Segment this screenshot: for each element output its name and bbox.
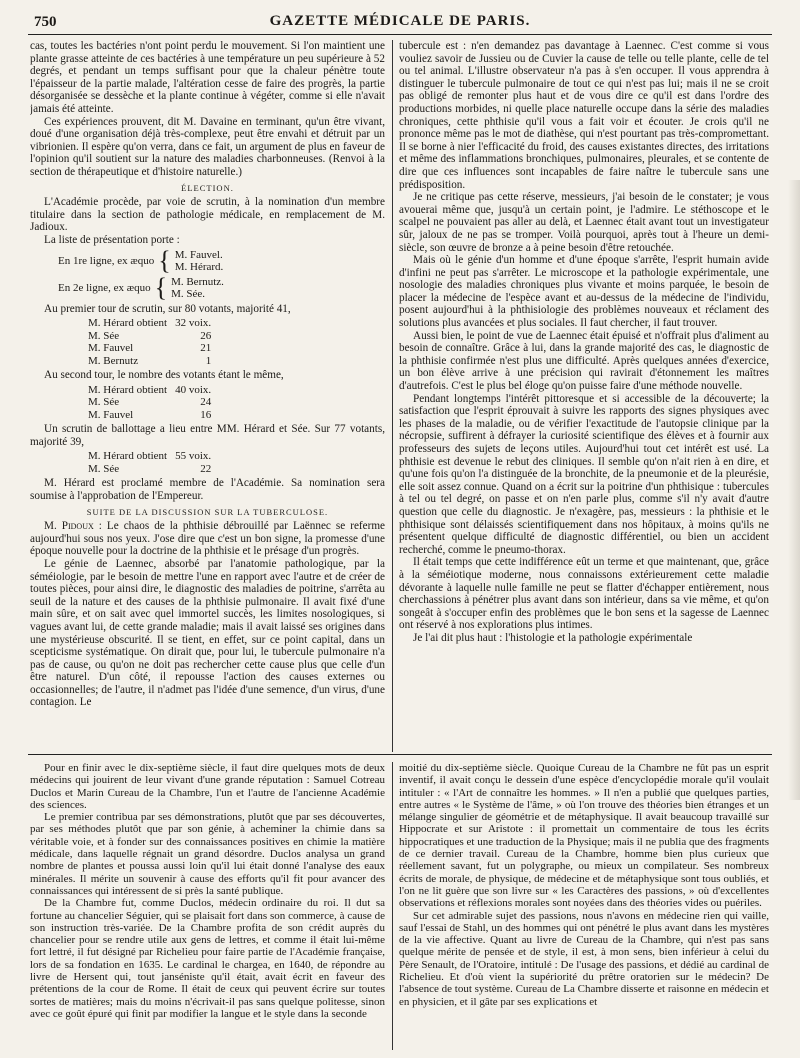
paragraph: Sur cet admirable sujet des passions, nous n'avons en médecine rien qui vaille, sauf l'essai de Stahl, un des hommes qui ont pénétré le plus avant dans les mystères de la vie affective. Quant au livre de Cureau de la Chambre, qui n'est pas sans quelque mérite de pensée et de style, il est, à mon sens, bien inférieur à celui du Père Senault, de l'Oratoire, intitulé : De l'usage des passions, et dédié au cardinal de Richelieu. Et d'où vient la supériorité du prêtre oratorien sur le médecin? De l'absence de tout système. Cureau de La Chambre disserte et raisonne en médecin et en physicien, et il gâte par ses explications et	[399, 909, 769, 1008]
vote-name: M. Fauvel	[88, 408, 134, 421]
vote-count: 24	[200, 396, 212, 409]
candidate-group-first-line	[58, 246, 385, 275]
paragraph: Le génie de Laennec, absorbé par l'anatomie pathologique, par la séméiologie, par le besoin de mettre l'une en rapport avec l'autre et de créer de toutes pièces, pour ainsi dire, le diagnostic des maladies de poitrine, s'arrêta au seuil de la nature et des causes de la phthisie pulmonaire. Il avait fixé d'une main sûre, et on sait avec quel immortel succès, les limites nosologiques, si vagues avant lui, de cette grande maladie; mais il avait laissé ses origines dans une mystérieuse obscurité. Il se tient, en effet, sur ce point capital, dans un scepticisme systématique. On dirait que, pour lui, le tubercule pulmonaire n'a pas de cause, ou qu'on ne doit pas rechercher cette cause plus que celle d'un être naturel. D'un côté, il repousse l'action des causes externes ou occasionnelles; de l'autre, il n'admet pas l'idée d'une semence, d'un virus, d'une contagion. Le	[30, 557, 385, 709]
header-rule	[28, 34, 772, 35]
brace: {	[158, 246, 171, 275]
paragraph: Mais où le génie d'un homme et d'une époque s'arrête, l'esprit humain avide d'infini ne peut pas s'arrêter. Le microscope et la pathologie expérimentale, une nosologie des maladies chroniques plus vivante et moins parquée, le besoin de placer la médecine de l'espèce avant et au-dessus de la médecine de l'individu, posent aujourd'hui à la phthisiologie des problèmes nouveaux et réclament des solutions plus avancées et plus sociales. Il faut chercher, il faut trouver.	[399, 254, 769, 330]
column-divider-top	[392, 40, 393, 752]
vote-name: M. Fauvel	[88, 342, 134, 355]
vote-count: 21	[200, 342, 212, 355]
paragraph: De la Chambre fut, comme Duclos, médecin ordinaire du roi. Il dut sa fortune au chancelier Séguier, qui se plaisait fort dans son commerce, à cause de son instruction très-variée. De la Chambre profita de son crédit auprès du chancelier pour se rendre utile aux gens de lettres, et comme il était lui-même fort lettré, il fut désigné par Richelieu pour faire partie de l'Académie française, lors de sa fondation en 1635. Le cardinal le chargea, en 1640, de répondre au livre de Hersent qui, tout janséniste qu'il était, avait écrit en faveur des prétentions de la cour de Rome. Il était de ceux qui peuvent écrire sur toutes sortes de matières; mais du moins n'écrivait-il pas sans quelque politesse, sinon avec ce goût épuré qui finit par modifier la langue et le style dans la seconde	[30, 897, 385, 1020]
page-header	[28, 10, 772, 32]
vote-table-first-round	[84, 317, 215, 367]
paragraph: Au premier tour de scrutin, sur 80 votants, majorité 41,	[44, 302, 291, 315]
candidate-group-second-line	[58, 273, 385, 302]
vote-count: 40 voix.	[175, 383, 212, 396]
paragraph: Pour en finir avec le dix-septième siècle, il faut dire quelques mots de deux médecins qui jouirent de leur vivant d'une grande réputation : Samuel Cotreau Duclos et Marin Cureau de la Chambre, l'un et l'autre de l'ancienne Académie des sciences.	[30, 762, 385, 811]
speech-text: Le chaos de la phthisie débrouillé par Laënnec se referme aujourd'hui sous nos yeux. J'ose dire que c'est un bon signe, la promesse d'une époque nouvelle pour la doctrine de la phthisie et le présage d'un progrès.	[30, 520, 385, 558]
vote-row	[84, 317, 215, 330]
vote-table-second-round	[84, 384, 215, 422]
paragraph: Pendant longtemps l'intérêt pittoresque et si accessible de la découverte; la satisfaction que l'esprit éprouvait à suivre les rapports des signes physiques avec les phases de la maladie, ou de vérifier l'exactitude de l'autopsie clinique par la nécropsie, suffirent à défrayer la curiosité scientifique des élèves et à fournir aux professeurs des sujets de leçons utiles. Aujourd'hui tout cet intérêt est usé. La phthisie est devenue le rebut des cliniques. Il semble qu'on n'ait rien à en dire, et qu'une fois qu'on l'a distinguée de la bronchite, de la pneumonie et de la pleurésie, elle soit assez connue. Quand on a écrit sur la poitrine d'un phthisique : tubercules à tel ou tel degré, on passe et on n'en parle plus, comme s'il n'y avait d'autre question que celle du diagnostic. Je n'exagère, pas, messieurs : la phthisie et le phthisique sont délaissés scientifiquement dans nos hôpitaux, à moins qu'ils ne présentent quelque difficulté de diagnostic différentiel, ou bien un accident recherché, comme le pneumo-thorax.	[399, 392, 769, 556]
vote-count: 26	[200, 329, 212, 342]
column-divider-bottom	[392, 762, 393, 1050]
vote-row	[84, 396, 215, 409]
candidate-line-label: En 1re ligne, ex æquo	[58, 254, 155, 267]
candidate-name: M. Hérard.	[174, 261, 224, 273]
speaker-name: M. Pidoux :	[44, 520, 102, 533]
page-number: 750	[34, 14, 57, 30]
column-top-left	[30, 40, 385, 750]
candidate-name: M. Bernutz.	[171, 275, 224, 288]
candidate-line-label: En 2e ligne, ex æquo	[58, 281, 151, 294]
vote-count: 22	[200, 462, 212, 475]
paragraph: M. Hérard est proclamé membre de l'Académie. Sa nomination sera soumise à l'approbation de l'Empereur.	[30, 477, 385, 502]
journal-title: GAZETTE MÉDICALE DE PARIS.	[269, 13, 531, 29]
vote-row	[84, 355, 215, 368]
vote-row	[84, 330, 215, 343]
feuilleton-rule	[28, 754, 772, 755]
paragraph: cas, toutes les bactéries n'ont point perdu le mouvement. Si l'on maintient une plante grasse atteinte de ces bactéries à une température un peu supérieure à 52 degrés, et pendant un temps suffisant pour que la chaleur pénètre toute l'épaisseur de la partie malade, l'altération cesse de faire des progrès, la partie désorganisée se dessèche et la plante continue à végéter, comme si elle n'avait jamais été atteinte.	[30, 40, 385, 115]
paragraph: Je l'ai dit plus haut : l'histologie et la pathologie expérimentale	[413, 631, 693, 644]
page-edge-shading	[788, 180, 800, 800]
paragraph: Ces expériences prouvent, dit M. Davaine en terminant, qu'un être vivant, doué d'une organisation déjà très-complexe, peut être envahi et détruit par un vibrionien. Il espère qu'on verra, dans ce fait, un argument de plus en faveur de l'opinion qu'il soutient sur la nature des maladies charbonneuses. (Renvoi à la section de thérapeutique et d'histoire naturelle.)	[30, 115, 385, 178]
paragraph: Je ne critique pas cette réserve, messieurs, j'ai besoin de le constater; je vous avouerai même que, jusqu'à un certain point, je l'admire. Le stéthoscope et le scalpel ne pouvaient pas aller au delà, et Laennec était avant tout un investigateur sûr, jaloux de ne pas se tromper. Voilà pourquoi, après tout à l'heure un demi-siècle, son œuvre de bronze a à peine besoin d'être retouchée.	[399, 191, 769, 254]
candidate-name: M. Fauvel.	[174, 248, 223, 261]
vote-row	[84, 384, 215, 397]
column-bottom-left	[30, 762, 385, 1052]
paragraph: tubercule est : n'en demandez pas davantage à Laennec. C'est comme si vous vouliez savoir de Jussieu ou de Cuvier la cause de telle ou telle plante, celle de tel ou tel animal. L'illustre observateur n'a pas à s'en occuper. Il vous apprendra à distinguer le tubercule pulmonaire de tout ce qui n'est pas lui; mais il ne se croit pas obligé de remonter plus haut et de vous dire ce qu'il est dans l'ordre des productions morbides, ni quelle place naturelle occupe dans la série des maladies chroniques, cette phthisie qu'il vous a fait voir et écouter. Je crois qu'il ne prononce même pas le mot de diathèse, qui n'est pourtant pas très-compromettant. Il se borne à nier l'efficacité du froid, des causes existantes directes, des irritations et même des inflammations bronchiques, pulmonaires, pleurales, et se contente de dire que ces influences sont incapables de faire naître le tubercule sans une prédisposition.	[399, 40, 769, 191]
vote-name: M. Hérard obtient	[88, 383, 168, 396]
paragraph: Au second tour, le nombre des votants étant le même,	[44, 369, 284, 382]
column-top-right	[399, 40, 769, 750]
vote-name: M. Sée	[88, 462, 120, 475]
paragraph: moitié du dix-septième siècle. Quoique Cureau de la Chambre ne fût pas un esprit inventif, il avait conçu le dessein d'une espèce d'encyclopédie morale qu'il voulait intituler : « l'Art de connaître les hommes. » Il n'en a publié que quelques parties, entre autres « le Système de l'âme, » où l'on trouve des théories bien étranges et un mélange singulier de géométrie et de métaphysique. Il avait beaucoup travaillé sur Hippocrate et sur Aristote : il promettait un commentaire de tous les écrits hippocratiques et une traduction de la Physique; mais il ne publia que des fragments de ce dernier travail. Cureau de la Chambre, homme bien plus curieux que réellement savant, fut un polygraphe, ou mieux un compilateur. Ses nombreux écrits de morale, de physique, de médecine et de métaphysique sont tous oubliés, et l'on ne lit guère que son livre sur « les Caractères des passions, » où d'excellentes observations et réflexions morales sont noyées dans des théories vides ou puériles.	[399, 762, 769, 910]
vote-name: M. Sée	[88, 329, 120, 342]
vote-name: M. Hérard obtient	[88, 317, 168, 330]
paragraph: Le premier contribua par ses démonstrations, plutôt que par ses découvertes, par ses méthodes plutôt que par son génie, à acheminer la chimie dans sa véritable voie, et à fonder sur des connaissances positives en chimie la matière médicale, dans laquelle régnait un grand désordre. Duclos analysa un grand nombre de plantes et poussa aussi loin qu'il lui était donné l'analyse des eaux minérales. Il mérite un souvenir à cause des efforts qu'il fit pour avancer des connaissances qui intéressent de si près la santé publique.	[30, 811, 385, 897]
vote-count: 16	[200, 408, 212, 421]
paragraph: Un scrutin de ballottage a lieu entre MM. Hérard et Sée. Sur 77 votants, majorité 39,	[30, 423, 385, 448]
paragraph: La liste de présentation porte :	[44, 233, 180, 246]
vote-name: M. Bernutz	[88, 354, 139, 367]
vote-row	[84, 342, 215, 355]
paragraph: L'Académie procède, par voie de scrutin, à la nomination d'un membre titulaire dans la section de pathologie médicale, en remplacement de M. Jadioux.	[30, 196, 385, 234]
candidate-name: M. Sée.	[171, 288, 205, 300]
paragraph-speaker	[30, 520, 385, 558]
column-bottom-right	[399, 762, 769, 1052]
vote-count: 32 voix.	[175, 317, 212, 330]
vote-name: M. Hérard obtient	[88, 450, 168, 463]
section-title-discussion: SUITE DE LA DISCUSSION SUR LA TUBERCULOSE.	[86, 506, 329, 517]
vote-table-ballot	[84, 450, 215, 475]
vote-name: M. Sée	[88, 396, 120, 409]
paragraph: Aussi bien, le point de vue de Laennec était épuisé et n'offrait plus d'aliment au besoin de connaître. Grâce à lui, dans la grande majorité des cas, le diagnostic de la phthisie confirmée n'est plus une difficulté. Après quelques années d'exercice, un bon élève arrive à une précision qui ravirait d'étonnement les maîtres d'autrefois. C'est le plus bel éloge qu'on puisse faire d'une méthode nouvelle.	[399, 329, 769, 393]
vote-count: 55 voix.	[175, 450, 212, 463]
section-title-election: ÉLECTION.	[181, 182, 234, 193]
paragraph: Il était temps que cette indifférence eût un terme et que maintenant, que, grâce à la séméiotique moderne, nous connaissons extérieurement cette maladie dévorante à laquelle nulle famille ne peut se flatter d'échapper entièrement, nous cherchassions à pénétrer plus avant dans son intérieur, dans sa vie même, et qu'on songeât à s'occuper enfin des problèmes que le bon sens et la sagesse de Laennec ont réservé à nos explorations plus intimes.	[399, 556, 769, 632]
vote-row	[84, 450, 215, 463]
brace: {	[154, 273, 168, 302]
vote-row	[84, 409, 215, 422]
vote-count: 1	[205, 354, 212, 367]
vote-row	[84, 463, 215, 476]
